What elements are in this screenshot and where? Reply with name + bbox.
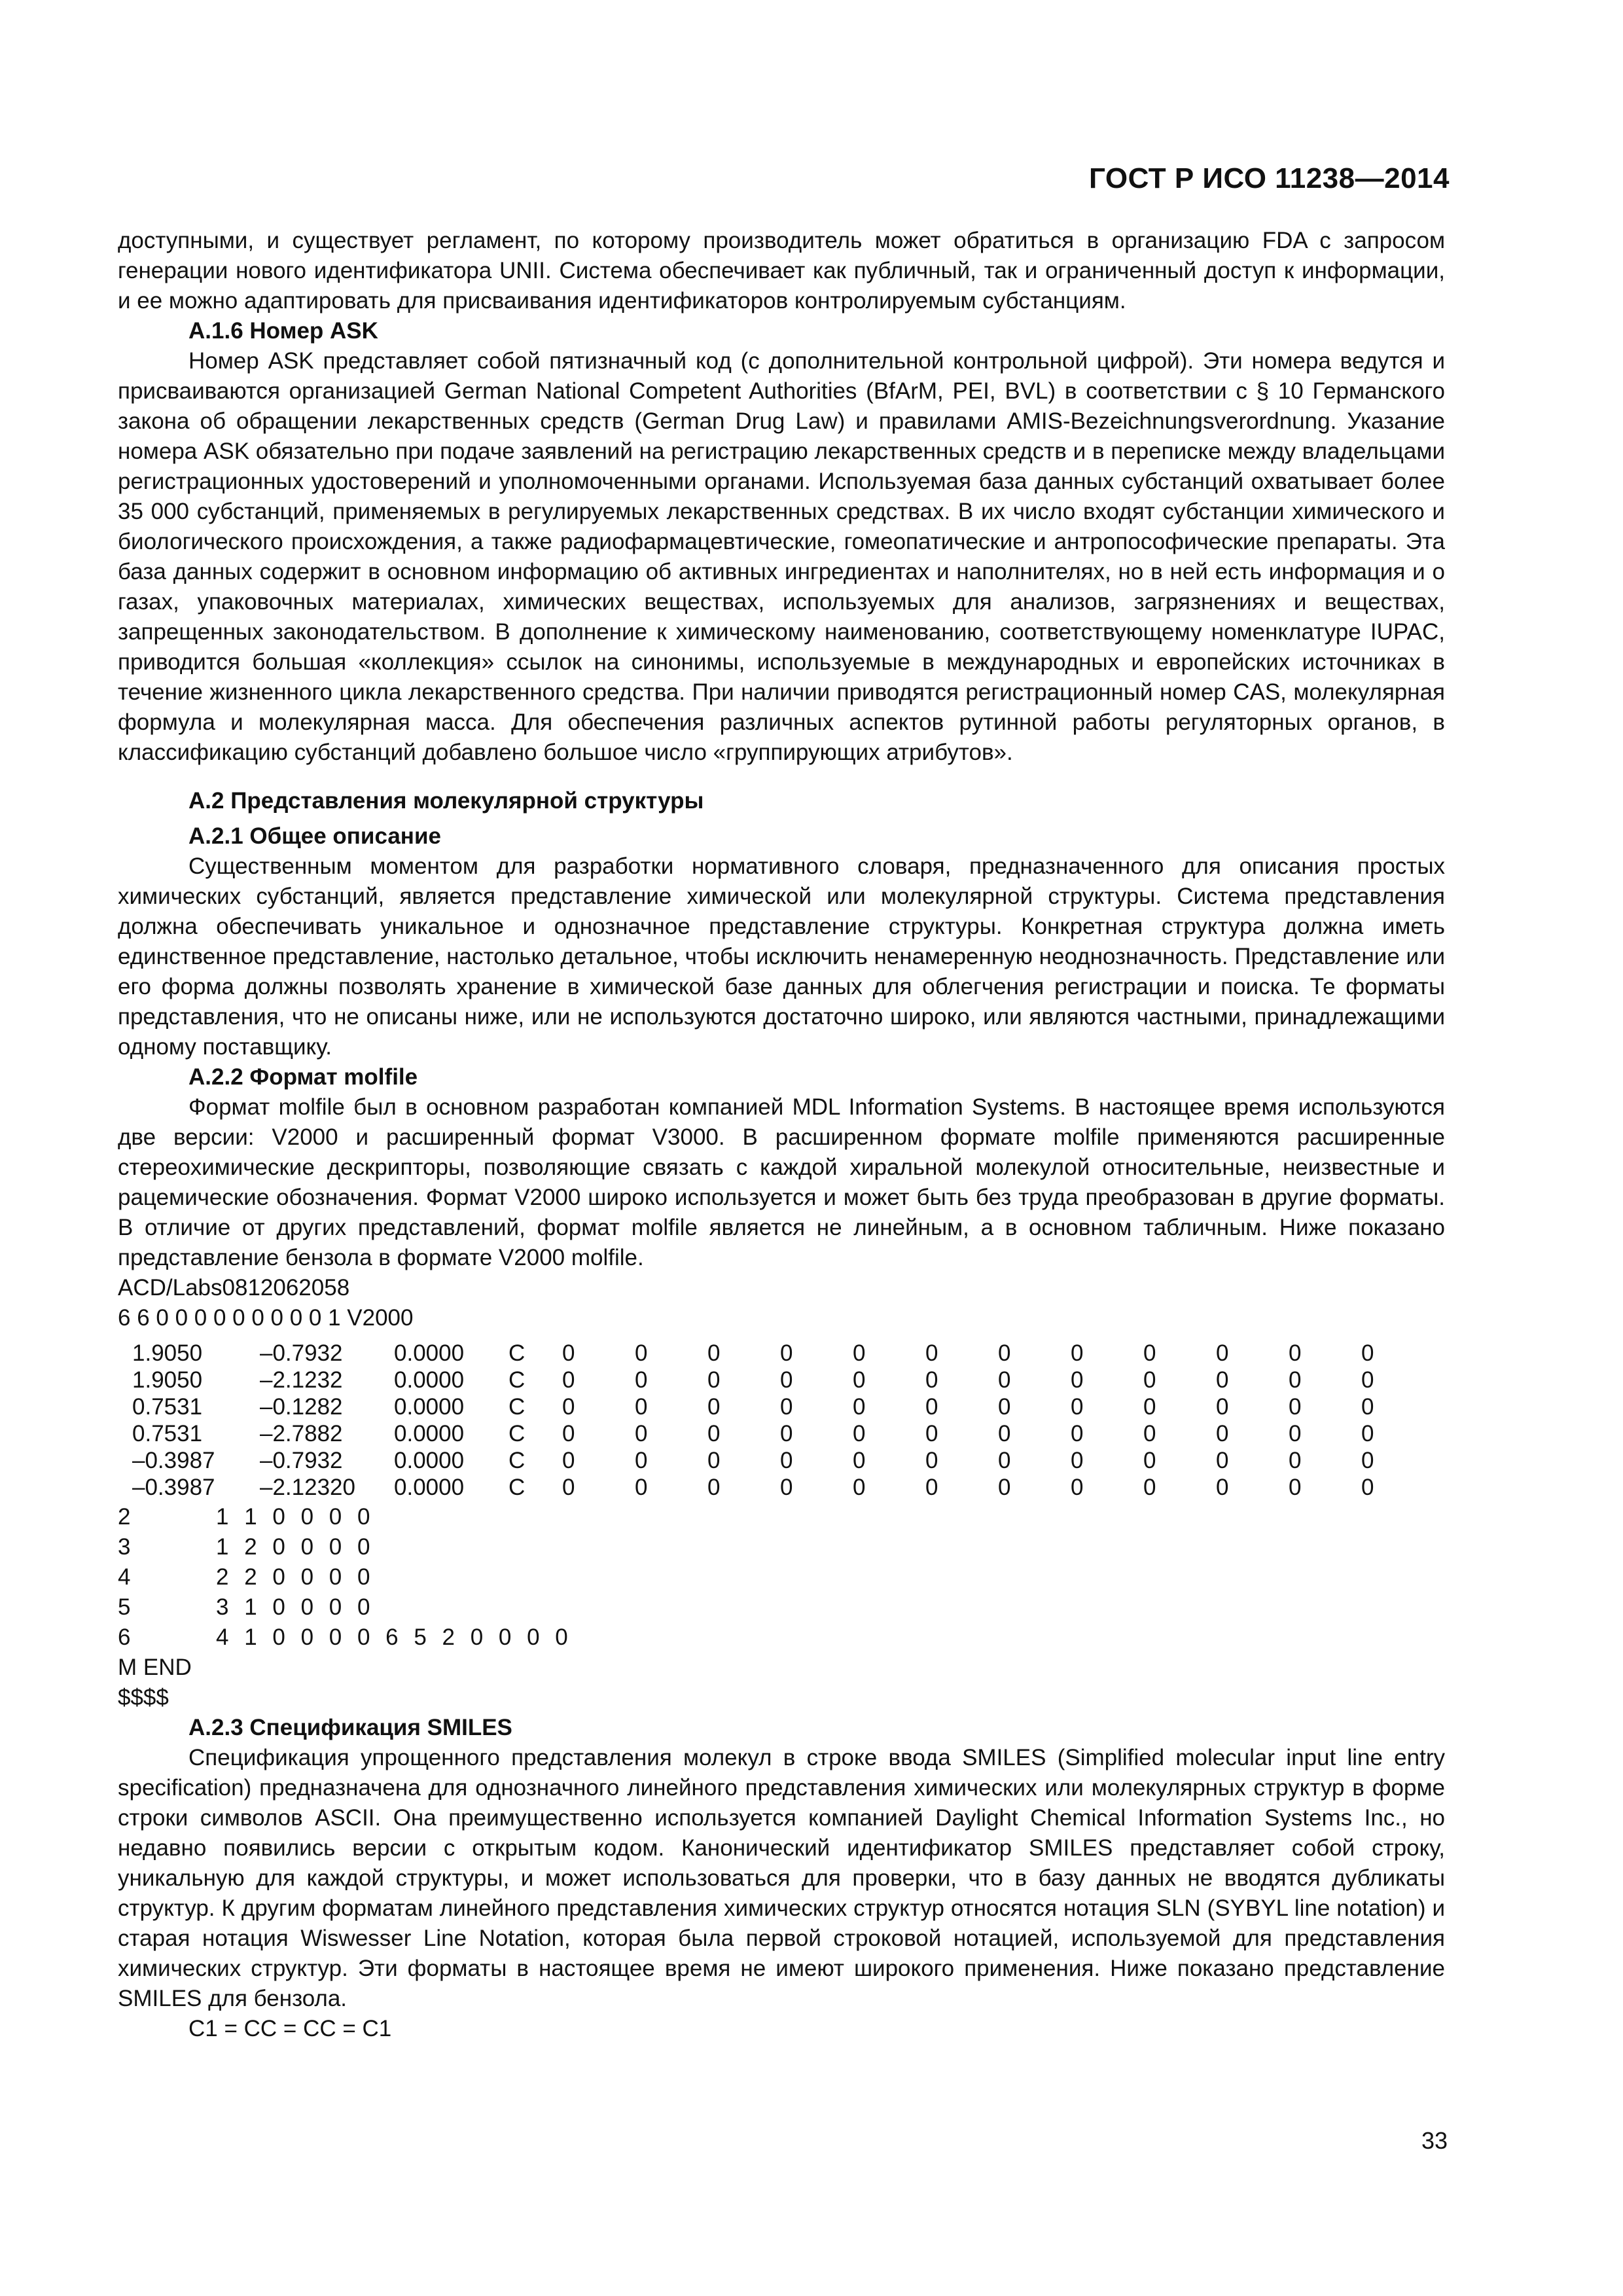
atom-cell: 0 [1216,1421,1229,1446]
atom-row [118,1340,1434,1367]
atom-cell: 0 [853,1340,866,1366]
atom-cell: 0 [562,1340,575,1366]
atom-cell: 0 [635,1448,648,1473]
atom-cell: 0 [925,1448,938,1473]
atom-cell: –2.1232 [260,1367,343,1393]
atom-cell: 0 [1361,1394,1374,1420]
atom-cell: 0 [1143,1421,1156,1446]
atom-cell: 0 [635,1367,648,1393]
atom-cell: 0 [853,1394,866,1420]
atom-cell: 0 [707,1448,721,1473]
atom-cell: –0.1282 [260,1394,343,1420]
atom-cell: 0 [1143,1367,1156,1393]
atom-row [118,1474,1434,1501]
atom-cell: 0 [998,1475,1011,1500]
atom-cell: 0 [1216,1340,1229,1366]
atom-cell: 0 [853,1421,866,1446]
atom-cell: 0 [562,1394,575,1420]
atom-cell: 0 [853,1367,866,1393]
molfile-end-line: M END [118,1655,192,1680]
atom-cell: 0.0000 [394,1340,465,1366]
atom-cell: C [508,1394,526,1420]
atom-cell: 0 [1143,1340,1156,1366]
document-header-title: ГОСТ Р ИСО 11238—2014 [1088,162,1450,194]
bond-values: 1 1 0 0 0 0 [216,1504,375,1530]
bond-index: 3 [118,1534,131,1560]
bond-row [118,1532,1445,1562]
atom-cell: 0 [780,1475,793,1500]
smiles-code: C1 = CC = CC = C1 [188,2016,392,2041]
bond-values: 3 1 0 0 0 0 [216,1594,375,1620]
atom-cell: 0 [998,1421,1011,1446]
atom-cell: C [508,1340,526,1366]
atom-cell: –2.12320 [260,1475,355,1500]
atom-cell: 0 [1216,1448,1229,1473]
molfile-header-line: ACD/Labs0812062058 [118,1275,350,1300]
atom-cell: 0 [780,1367,793,1393]
atom-cell: 0 [998,1367,1011,1393]
atom-cell: 0.0000 [394,1475,465,1500]
bond-row [118,1502,1445,1532]
atom-cell: 0 [1289,1367,1302,1393]
atom-cell: 0 [1071,1367,1084,1393]
atom-cell: –0.7932 [260,1340,343,1366]
atom-cell: 0 [707,1394,721,1420]
atom-cell: 0 [925,1367,938,1393]
section-a21-text: Существенным моментом для разработки нормативного словаря, предназначенного для описания простых химических субстанций, является представление химической или молекулярной структуры. Система представления должна обеспечивать уникальное и однозначное представление структуры. Конкретная структура должна иметь единственное представление, настолько детальное, чтобы исключить ненамеренную неоднозначность. Представление или его форма должны позволять хранение в химической базе данных для облегчения регистрации и поиска. Те форматы представления, что не описаны ниже, или не используются достаточно широко, или являются частными, принадлежащими одному поставщику. [118,853,1445,1060]
atom-cell: 0 [1071,1421,1084,1446]
atom-cell: 0.0000 [394,1448,465,1473]
bond-index: 5 [118,1594,131,1620]
atom-cell: 0 [925,1340,938,1366]
bond-row [118,1592,1445,1623]
atom-cell: 0 [853,1475,866,1500]
atom-cell: 0 [562,1421,575,1446]
atom-cell: 0.7531 [132,1394,203,1420]
atom-cell: 0 [1289,1448,1302,1473]
atom-cell: C [508,1367,526,1393]
atom-cell: –0.3987 [132,1448,215,1473]
bond-values: 2 2 0 0 0 0 [216,1564,375,1590]
atom-cell: 0 [1143,1394,1156,1420]
molfile-counts-line: 6 6 0 0 0 0 0 0 0 0 0 1 V2000 [118,1305,414,1331]
atom-cell: 0 [925,1394,938,1420]
intro-paragraph: доступными, и существует регламент, по которому производитель может обратиться в организацию FDA с запросом генерации нового идентификатора UNII. Система обеспечивает как публичный, так и ограниченный доступ к информации, и ее можно адаптировать для присваивания идентификаторов контролируемым субстанциям. [118,228,1445,314]
atom-cell: 0 [1361,1340,1374,1366]
atom-cell: C [508,1475,526,1500]
atom-cell: 0 [1071,1475,1084,1500]
atom-cell: –0.3987 [132,1475,215,1500]
molfile-terminator-line: $$$$ [118,1685,169,1710]
atom-cell: 0 [998,1394,1011,1420]
atom-cell: 0 [780,1421,793,1446]
atom-cell: 0 [707,1475,721,1500]
bond-index: 4 [118,1564,131,1590]
atom-cell: 0 [780,1448,793,1473]
section-a16-heading: А.1.6 Номер ASK [188,318,378,344]
atom-cell: 0 [780,1340,793,1366]
atom-cell: 0 [998,1340,1011,1366]
atom-cell: 0 [1143,1475,1156,1500]
atom-cell: 0 [780,1394,793,1420]
section-a22-text: Формат molfile был в основном разработан компанией MDL Information Systems. В настоящее время используются две версии: V2000 и расширенный формат V3000. В расширенном формате molfile применяются расширенные стереохимические дескрипторы, позволяющие связать с каждой хиральной молекулой относительные, неизвестные и рацемические обозначения. Формат V2000 широко используется и может быть без труда преобразован в другие форматы. В отличие от других представлений, формат molfile является не линейным, а в основном табличным. Ниже показано представление бензола в формате V2000 molfile. [118,1094,1445,1270]
molfile-atom-table [118,1340,1434,1501]
atom-cell: –0.7932 [260,1448,343,1473]
atom-cell: 0 [1071,1340,1084,1366]
atom-cell: 0 [1216,1394,1229,1420]
atom-cell: 0 [925,1475,938,1500]
section-a2-heading: А.2 Представления молекулярной структуры [188,788,704,814]
atom-cell: 0 [635,1394,648,1420]
atom-cell: 0 [707,1340,721,1366]
atom-cell: 0 [562,1367,575,1393]
atom-cell: 0 [562,1448,575,1473]
atom-cell: 0 [635,1475,648,1500]
bond-index: 2 [118,1504,131,1530]
atom-cell: 0 [1289,1394,1302,1420]
section-a22-heading: А.2.2 Формат molfile [188,1064,418,1090]
atom-cell: 1.9050 [132,1367,203,1393]
atom-cell: 0 [925,1421,938,1446]
atom-cell: 0 [1143,1448,1156,1473]
atom-cell: 0 [1071,1394,1084,1420]
atom-cell: 0 [562,1475,575,1500]
atom-cell: 0 [853,1448,866,1473]
atom-cell: 0.0000 [394,1367,465,1393]
atom-row [118,1420,1434,1447]
atom-cell: 0.0000 [394,1421,465,1446]
molfile-bond-list [118,1502,1445,1653]
atom-cell: 0 [707,1367,721,1393]
atom-cell: 0 [1361,1367,1374,1393]
atom-cell: 0 [1361,1448,1374,1473]
bond-values: 4 1 0 0 0 0 6 5 2 0 0 0 0 [216,1624,573,1650]
atom-cell: 0 [998,1448,1011,1473]
section-a21-heading: А.2.1 Общее описание [188,823,441,849]
atom-cell: 0 [635,1340,648,1366]
section-a23-heading: А.2.3 Спецификация SMILES [188,1715,512,1740]
bond-row [118,1623,1445,1653]
atom-row [118,1393,1434,1420]
page-number: 33 [1421,2127,1448,2154]
atom-cell: 0 [1361,1475,1374,1500]
atom-cell: 0.0000 [394,1394,465,1420]
atom-cell: 0 [1216,1475,1229,1500]
atom-cell: 0 [1071,1448,1084,1473]
page-content [118,226,1445,2044]
atom-cell: 0 [1289,1340,1302,1366]
bond-index: 6 [118,1624,131,1650]
atom-cell: C [508,1421,526,1446]
bond-values: 1 2 0 0 0 0 [216,1534,375,1560]
atom-cell: 0.7531 [132,1421,203,1446]
atom-cell: 0 [635,1421,648,1446]
atom-cell: 0 [707,1421,721,1446]
atom-row [118,1367,1434,1393]
bond-row [118,1562,1445,1592]
atom-cell: C [508,1448,526,1473]
section-a23-text: Спецификация упрощенного представления молекул в строке ввода SMILES (Simplified molecular input line entry specification) предназначена для однозначного линейного представления химических или молекулярных структур в форме строки символов ASCII. Она преимущественно используется компанией Daylight Chemical Information Systems Inc., но недавно появились версии с открытым кодом. Канонический идентификатор SMILES представляет собой строку, уникальную для каждой структуры, и может использоваться для проверки, что в базу данных не вводятся дубликаты структур. К другим форматам линейного представления химических структур относятся нотация SLN (SYBYL line notation) и старая нотация Wiswesser Line Notation, которая была первой строковой нотацией, используемой для представления химических структур. Эти форматы в настоящее время не имеют широкого применения. Ниже показано представление SMILES для бензола. [118,1745,1445,2011]
atom-cell: 0 [1361,1421,1374,1446]
atom-cell: 0 [1216,1367,1229,1393]
atom-cell: –2.7882 [260,1421,343,1446]
atom-cell: 0 [1289,1421,1302,1446]
atom-cell: 1.9050 [132,1340,203,1366]
atom-row [118,1447,1434,1474]
section-a16-text: Номер ASK представляет собой пятизначный код (с дополнительной контрольной цифрой). Эти номера ведутся и присваиваются организацией German National Competent Authorities (BfArM, PEI, BVL) в соответствии с § 10 Германского закона об обращении лекарственных средств (German Drug Law) и правилами AMIS-Bezeichnungsverordnung. Указание номера ASK обязательно при подаче заявлений на регистрацию лекарственных средств и в переписке между владельцами регистрационных удостоверений и уполномоченными органами. Используемая база данных субстанций охватывает более 35 000 субстанций, применяемых в регулируемых лекарственных средствах. В их число входят субстанции химического и биологического происхождения, а также радиофармацевтические, гомеопатические и антропософические препараты. Эта база данных содержит в основном информацию об активных ингредиентах и наполнителях, но в ней есть информация и о газах, упаковочных материалах, химических веществах, используемых для анализов, загрязнениях и веществах, запрещенных законодательством. В дополнение к химическому наименованию, соответствующему номенклатуре IUPAC, приводится большая «коллекция» ссылок на синонимы, используемые в международных и европейских источниках в течение жизненного цикла лекарственного средства. При наличии приводятся регистрационный номер CAS, молекулярная формула и молекулярная масса. Для обеспечения различных аспектов рутинной работы регуляторных органов, в классификацию субстанций добавлено большое число «группирующих атрибутов». [118,348,1445,765]
atom-cell: 0 [1289,1475,1302,1500]
